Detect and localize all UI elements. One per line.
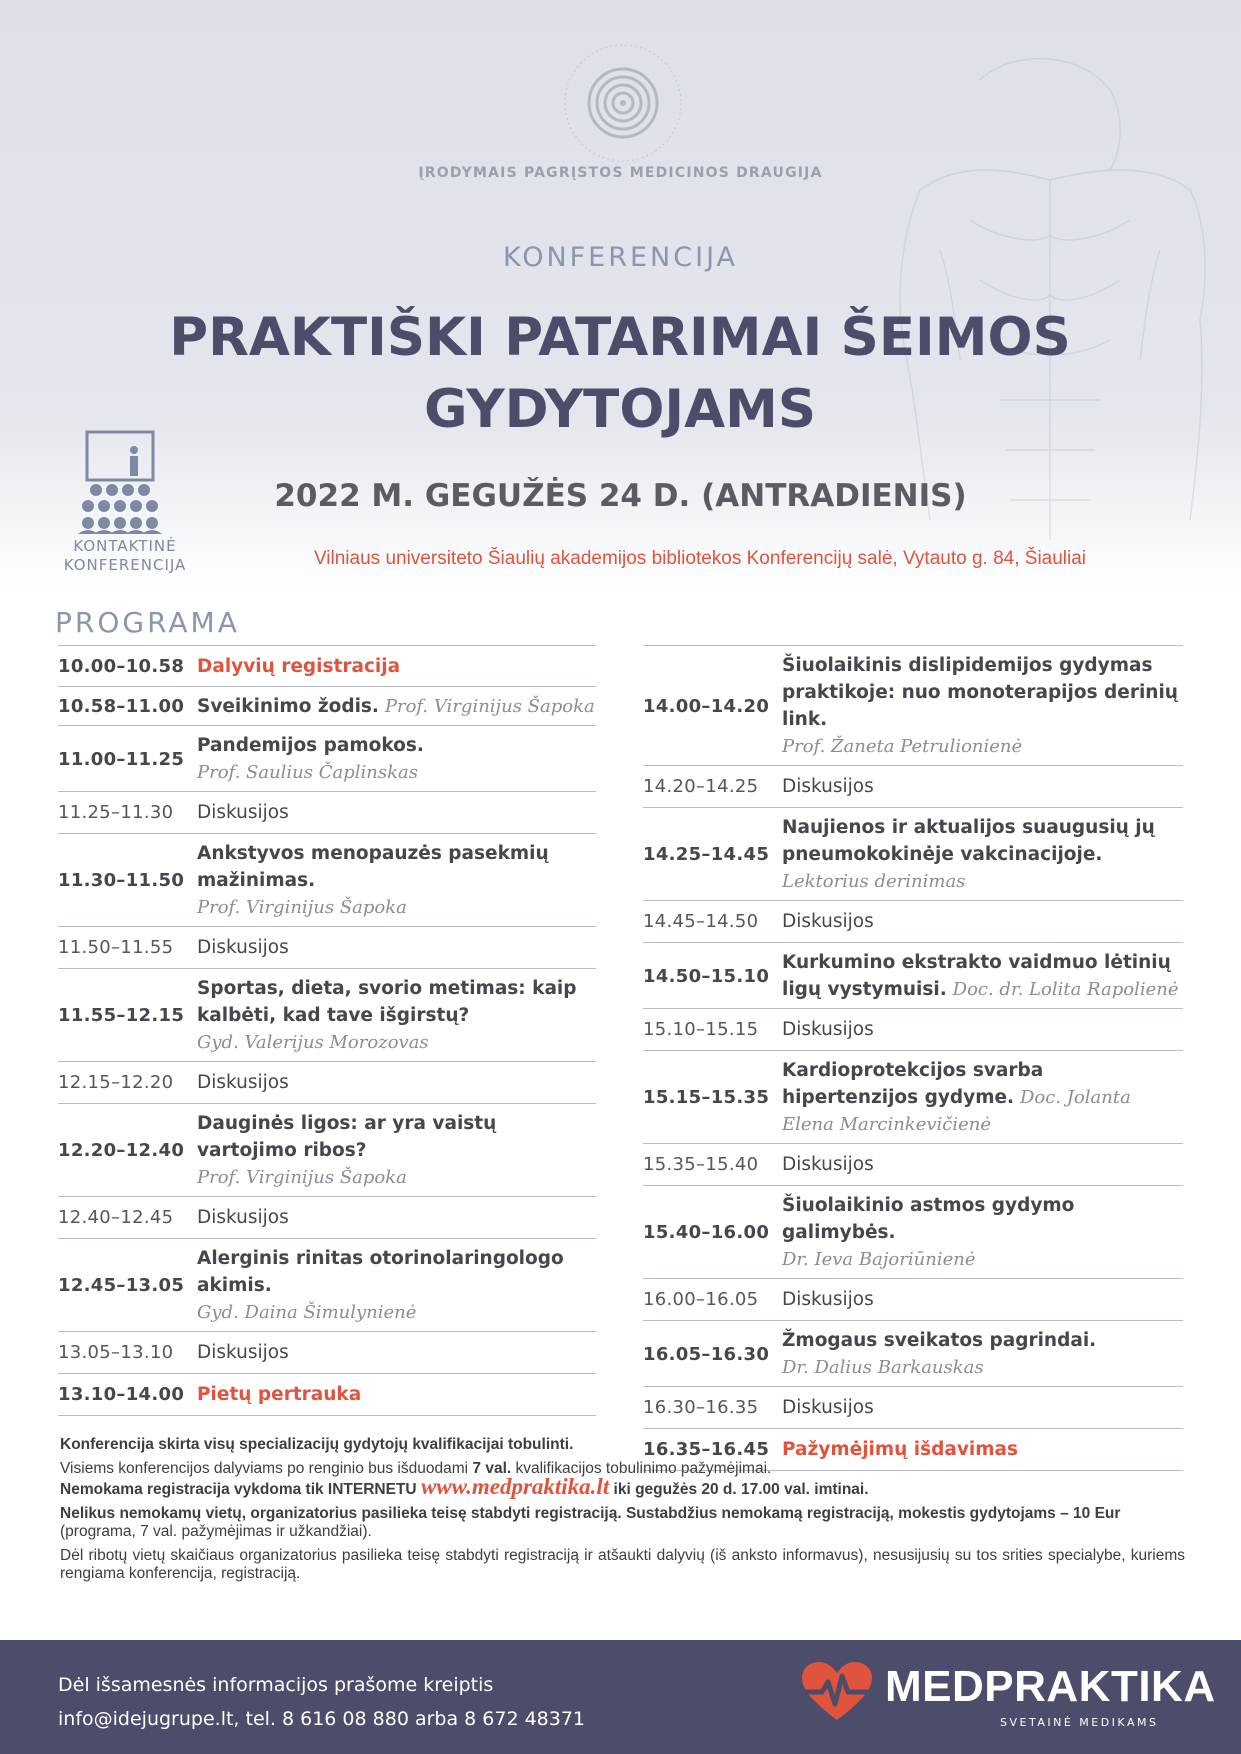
program-time: 12.15–12.20 — [58, 1072, 174, 1093]
speaker-name: Doc. Jolanta Elena Marcinkevičienė — [782, 1087, 1131, 1135]
session-title: Pandemijos pamokos. — [197, 735, 424, 756]
program-heading: PROGRAMA — [55, 606, 240, 639]
speaker-name: Doc. dr. Lolita Rapolienė — [952, 979, 1179, 1000]
program-description — [782, 908, 1183, 935]
speaker-name: Prof. Virginijus Šapoka — [197, 1167, 407, 1188]
discussion-label: Diskusijos — [782, 1397, 874, 1418]
discussion-label: Diskusijos — [197, 1207, 289, 1228]
program-time: 12.40–12.45 — [58, 1207, 174, 1228]
medpraktika-heart-icon — [800, 1660, 874, 1724]
speaker-name: Prof. Saulius Čaplinskas — [197, 762, 418, 783]
discussion-label: Diskusijos — [197, 1072, 289, 1093]
program-time: 14.20–14.25 — [643, 776, 759, 797]
program-description — [782, 1327, 1183, 1381]
program-description — [197, 1245, 596, 1326]
session-title: Naujienos ir aktualijos suaugusių jų pneumokokinėje vakcinacijoje. — [782, 817, 1155, 865]
contact-info — [58, 1668, 585, 1736]
program-description — [782, 1016, 1183, 1043]
program-row — [58, 1239, 596, 1332]
conference-label: KONFERENCIJA — [502, 242, 739, 273]
program-description — [197, 1339, 596, 1366]
session-title: Dauginės ligos: ar yra vaistų vartojimo ribos? — [197, 1113, 497, 1161]
discussion-label: Diskusijos — [197, 802, 289, 823]
speaker-name: Prof. Virginijus Šapoka — [197, 897, 407, 918]
program-description — [197, 934, 596, 961]
program-description — [197, 840, 596, 921]
program-row — [58, 1197, 596, 1239]
program-row — [643, 1279, 1183, 1321]
program-row — [643, 901, 1183, 943]
program-time: 14.25–14.45 — [643, 844, 770, 865]
program-row — [643, 645, 1183, 766]
program-time: 11.30–11.50 — [58, 870, 185, 891]
program-row — [643, 1186, 1183, 1279]
program-row — [58, 1062, 596, 1104]
program-description — [197, 799, 596, 826]
program-time: 13.10–14.00 — [58, 1384, 185, 1405]
session-title: Kurkumino ekstrakto vaidmuo lėtinių ligų vystymuisi. — [782, 952, 1171, 1000]
program-description — [197, 1204, 596, 1231]
program-column-right — [643, 645, 1183, 1471]
event-venue: Vilniaus universiteto Šiaulių akademijos bibliotekos Konferencijų salė, Vytauto g. 84, Šiauliai — [313, 548, 1087, 569]
program-time: 11.55–12.15 — [58, 1005, 185, 1026]
note-limited-seats: Dėl ribotų vietų skaičiaus organizatorius pasilieka teisę stabdyti registraciją ir atšaukti dalyvių (iš anksto informavus), nesusijusių su tos srities specialybe, kuriems rengiama konferencija, registraciją. — [60, 1547, 1185, 1582]
program-time: 11.50–11.55 — [58, 937, 174, 958]
speaker-name: Dr. Dalius Barkauskas — [782, 1357, 984, 1378]
program-row — [58, 1332, 596, 1374]
program-row — [58, 927, 596, 969]
program-row — [643, 1387, 1183, 1429]
program-time: 16.30–16.35 — [643, 1397, 759, 1418]
program-row — [643, 808, 1183, 901]
event-date: 2022 M. GEGUŽĖS 24 D. (ANTRADIENIS) — [274, 478, 967, 514]
program-description — [197, 653, 596, 680]
program-row — [58, 834, 596, 927]
program-description — [782, 1192, 1183, 1273]
discussion-label: Diskusijos — [782, 776, 874, 797]
program-description — [782, 773, 1183, 800]
program-description — [197, 1069, 596, 1096]
program-time: 14.00–14.20 — [643, 695, 770, 717]
program-description — [197, 1110, 596, 1191]
discussion-label: Diskusijos — [782, 1289, 874, 1310]
program-row — [58, 726, 596, 792]
format-line-2: KONFERENCIJA — [63, 556, 187, 574]
program-time: 15.10–15.15 — [643, 1019, 759, 1040]
registration-notes — [60, 1436, 1185, 1589]
note-certificate: Visiems konferencijos dalyviams po renginio bus išduodami 7 val. kvalifikacijos tobulinimo pažymėjimai. — [60, 1460, 772, 1477]
speaker-name: Gyd. Valerijus Morozovas — [197, 1032, 429, 1053]
program-description — [197, 693, 596, 720]
contact-line-2[interactable]: info@idejugrupe.lt, tel. 8 616 08 880 arba 8 672 48371 — [58, 1708, 586, 1730]
discussion-label: Diskusijos — [782, 1154, 874, 1175]
session-title: Alerginis rinitas otorinolaringologo akimis. — [197, 1248, 564, 1296]
speaker-name: Dr. Ieva Bajoriūnienė — [782, 1249, 976, 1270]
session-title: Ankstyvos menopauzės pasekmių mažinimas. — [197, 843, 549, 891]
program-time: 11.25–11.30 — [58, 802, 174, 823]
program-time: 14.50–15.10 — [643, 965, 770, 987]
program-time: 10.58–11.00 — [58, 696, 185, 717]
program-description — [782, 814, 1183, 895]
contact-line-1: Dėl išsamesnės informacijos prašome kreiptis — [58, 1674, 494, 1696]
speaker-name: Gyd. Daina Šimulynienė — [197, 1302, 417, 1323]
program-description — [782, 949, 1183, 1003]
note-qualification: Konferencija skirta visų specializacijų gydytojų kvalifikacijai tobulinti. — [60, 1436, 574, 1453]
program-description — [197, 1381, 596, 1408]
session-title: Sportas, dieta, svorio metimas: kaip kalbėti, kad tave išgirstų? — [197, 978, 577, 1026]
program-time: 16.05–16.30 — [643, 1343, 770, 1365]
session-title: Šiuolaikinis dislipidemijos gydymas praktikoje: nuo monoterapijos derinių link. — [782, 655, 1178, 730]
program-row — [58, 645, 596, 687]
program-time: 16.00–16.05 — [643, 1289, 759, 1310]
session-title: Dalyvių registracija — [197, 655, 401, 677]
program-description — [782, 1286, 1183, 1313]
program-description — [782, 652, 1183, 760]
hero-section — [0, 0, 1241, 590]
society-name: ĮRODYMAIS PAGRĮSTOS MEDICINOS DRAUGIJA — [418, 165, 823, 181]
program-description — [197, 975, 596, 1056]
footer — [0, 1640, 1241, 1754]
program-time: 15.40–16.00 — [643, 1222, 770, 1243]
society-logo-seal — [558, 38, 688, 168]
program-row — [643, 943, 1183, 1009]
program-row — [58, 1104, 596, 1197]
program-row — [58, 792, 596, 834]
program-time: 12.20–12.40 — [58, 1140, 185, 1161]
program-row — [643, 766, 1183, 808]
session-title: Pažymėjimų išdavimas — [782, 1439, 1019, 1460]
program-time: 15.35–15.40 — [643, 1154, 759, 1175]
program-description — [782, 1394, 1183, 1421]
speaker-name: Prof. Virginijus Šapoka — [384, 696, 595, 717]
program-description — [782, 1151, 1183, 1178]
format-line-1: KONTAKTINĖ — [73, 537, 177, 555]
brand-name: MEDPRAKTIKA — [885, 1662, 1216, 1711]
program-column-left — [58, 645, 596, 1416]
program-row — [643, 1051, 1183, 1144]
website-link[interactable]: www.medpraktika.lt — [420, 1474, 610, 1499]
program-description — [782, 1057, 1183, 1138]
program-row — [643, 1144, 1183, 1186]
note-registration: Nemokama registracija vykdoma tik INTERNETU www.medpraktika.lt iki gegužės 20 d. 17.00 val. imtinai. — [60, 1474, 869, 1499]
session-title: Žmogaus sveikatos pagrindai. — [782, 1330, 1097, 1351]
session-title: Kardioprotekcijos svarba hipertenzijos gydyme. — [782, 1060, 1044, 1108]
discussion-label: Diskusijos — [782, 1019, 874, 1040]
page-title: PRAKTIŠKI PATARIMAI ŠEIMOS GYDYTOJAMS — [169, 307, 1071, 440]
conference-format — [45, 537, 205, 575]
program-time: 12.45–13.05 — [58, 1275, 185, 1296]
program-time: 10.00–10.58 — [58, 655, 185, 677]
speaker-name: Lektorius derinimas — [782, 871, 966, 892]
program-time: 13.05–13.10 — [58, 1342, 174, 1363]
note-fee: Nelikus nemokamų vietų, organizatorius pasilieka teisę stabdyti registraciją. Sustabdžius nemokamą registraciją, mokestis gydytojams – 10 Eur (programa, 7 val. pažymėjimas ir užkandžiai). — [60, 1505, 1121, 1540]
session-title: Šiuolaikinio astmos gydymo galimybės. — [782, 1195, 1075, 1243]
session-title: Sveikinimo žodis. — [197, 696, 379, 717]
program-description — [197, 732, 596, 786]
discussion-label: Diskusijos — [782, 911, 874, 932]
program-time: 11.00–11.25 — [58, 748, 185, 770]
program-time: 15.15–15.35 — [643, 1087, 770, 1108]
program-row — [58, 1374, 596, 1416]
session-title: Pietų pertrauka — [197, 1384, 362, 1405]
program-time: 16.35–16.45 — [643, 1439, 770, 1460]
brand-tagline: SVETAINĖ MEDIKAMS — [1000, 1716, 1159, 1729]
program-row — [58, 969, 596, 1062]
discussion-label: Diskusijos — [197, 937, 289, 958]
program-row — [643, 1009, 1183, 1051]
program-row — [58, 687, 596, 726]
program-time: 14.45–14.50 — [643, 911, 759, 932]
speaker-name: Prof. Žaneta Petrulionienė — [782, 736, 1023, 757]
discussion-label: Diskusijos — [197, 1342, 289, 1363]
lecture-audience-icon — [70, 430, 170, 535]
program-row — [643, 1321, 1183, 1387]
